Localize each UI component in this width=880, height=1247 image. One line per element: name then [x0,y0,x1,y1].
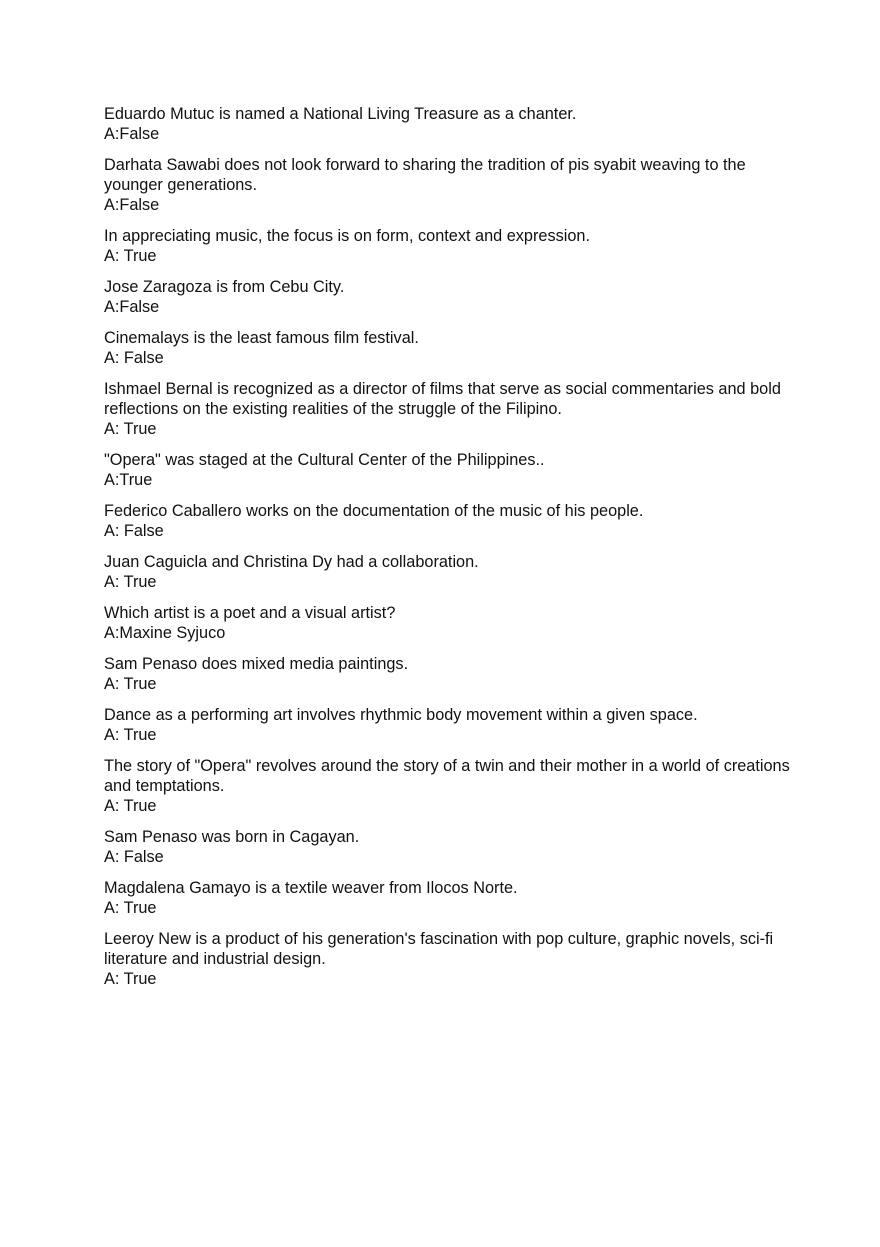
answer-text: A: True [104,573,157,591]
qa-item [104,603,794,643]
question-text: Jose Zaragoza is from Cebu City. [104,278,345,296]
qa-item [104,552,794,592]
question-text: Sam Penaso was born in Cagayan. [104,828,360,846]
question-text: In appreciating music, the focus is on form, context and expression. [104,227,590,245]
question-text: Leeroy New is a product of his generation's fascination with pop culture, graphic novels, sci-fi literature and industrial design. [104,930,774,968]
answer-text: A:False [104,125,160,143]
qa-item [104,379,794,439]
qa-item [104,654,794,694]
qa-item [104,104,794,144]
question-text: "Opera" was staged at the Cultural Center of the Philippines.. [104,451,545,469]
answer-text: A: True [104,675,157,693]
qa-item [104,878,794,918]
qa-item [104,501,794,541]
question-text: Dance as a performing art involves rhythmic body movement within a given space. [104,706,698,724]
answer-text: A: False [104,848,164,866]
qa-item [104,155,794,215]
qa-list [104,104,794,1000]
question-text: Magdalena Gamayo is a textile weaver from Ilocos Norte. [104,879,518,897]
answer-text: A: True [104,247,157,265]
qa-item [104,929,794,989]
question-text: Eduardo Mutuc is named a National Living Treasure as a chanter. [104,105,577,123]
question-text: Juan Caguicla and Christina Dy had a collaboration. [104,553,479,571]
answer-text: A: True [104,726,157,744]
question-text: Sam Penaso does mixed media paintings. [104,655,409,673]
question-text: Federico Caballero works on the documentation of the music of his people. [104,502,644,520]
answer-text: A: True [104,970,157,988]
qa-item [104,226,794,266]
qa-item [104,705,794,745]
answer-text: A: True [104,899,157,917]
question-text: Cinemalays is the least famous film festival. [104,329,419,347]
question-text: The story of "Opera" revolves around the story of a twin and their mother in a world of creations and temptations. [104,757,790,795]
question-text: Which artist is a poet and a visual artist? [104,604,396,622]
answer-text: A:True [104,471,153,489]
qa-item [104,328,794,368]
answer-text: A: False [104,522,164,540]
answer-text: A:False [104,298,160,316]
qa-item [104,277,794,317]
answer-text: A:Maxine Syjuco [104,624,226,642]
qa-item [104,756,794,816]
answer-text: A: True [104,797,157,815]
question-text: Darhata Sawabi does not look forward to sharing the tradition of pis syabit weaving to the younger generations. [104,156,746,194]
qa-item [104,450,794,490]
question-text: Ishmael Bernal is recognized as a director of films that serve as social commentaries and bold reflections on the existing realities of the struggle of the Filipino. [104,380,781,418]
answer-text: A:False [104,196,160,214]
qa-item [104,827,794,867]
answer-text: A: False [104,349,164,367]
answer-text: A: True [104,420,157,438]
